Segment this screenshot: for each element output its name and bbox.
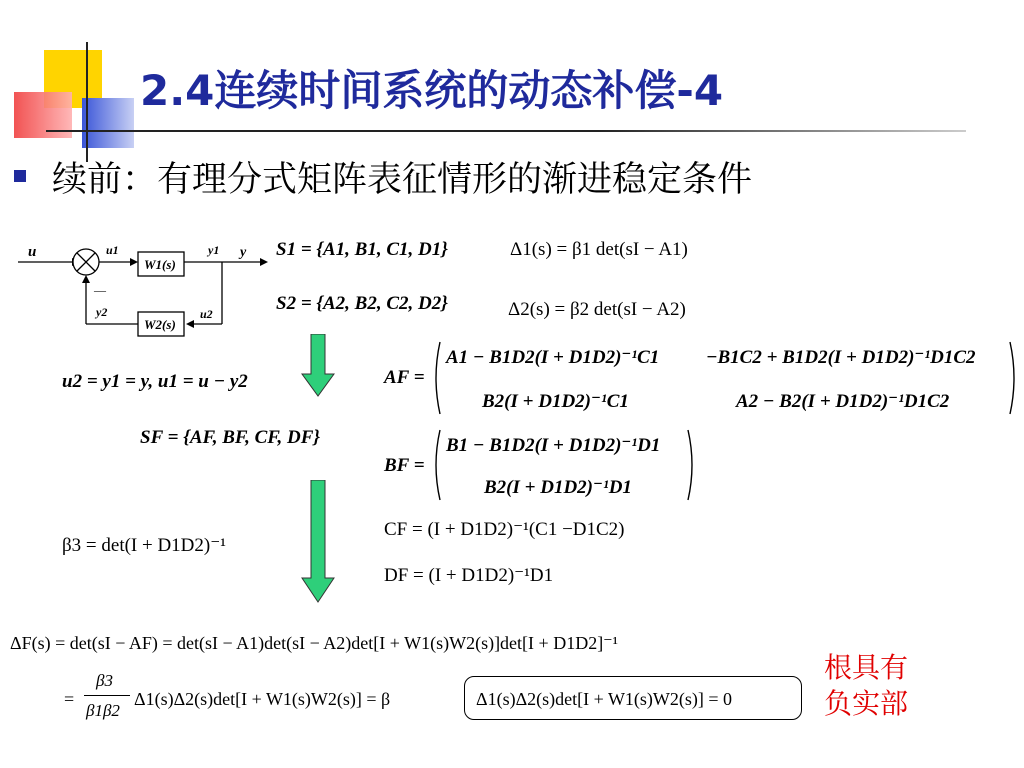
eq-df: DF = (I + D1D2)⁻¹D1 [384, 565, 554, 586]
eq-deltaf-equals: = [64, 689, 75, 709]
page-title: 2.4连续时间系统的动态补偿-4 [140, 66, 724, 115]
deco-blue-block [82, 98, 134, 148]
bf-left-paren [430, 428, 442, 502]
eq-deltaf-boxed: Δ1(s)Δ2(s)det[I + W1(s)W2(s)] = 0 [476, 689, 733, 709]
diagram-input-label: u [28, 244, 37, 260]
bf-right-paren [686, 428, 698, 502]
down-arrow-icon [300, 480, 336, 604]
diagram-w2-label: W2(s) [144, 317, 176, 332]
eq-deltaf-line1: ΔF(s) = det(sI − AF) = det(sI − A1)det(sI − A2)det[I + W1(s)W2(s)]det[I + D1D2]⁻¹ [10, 633, 619, 653]
note-line-1: 根具有 [824, 651, 909, 684]
diagram-output-label: y [240, 245, 247, 260]
eq-s2: S2 = {A2, B2, C2, D2} [276, 293, 448, 314]
deco-vertical-line [86, 42, 88, 162]
deco-horizontal-line [46, 130, 966, 132]
eq-s1: S1 = {A1, B1, C1, D1} [276, 239, 448, 260]
note-line-2: 负实部 [824, 687, 909, 721]
eq-bf-2: B2(I + D1D2)⁻¹D1 [484, 477, 632, 498]
af-right-paren [1008, 340, 1020, 416]
eq-sf: SF = {AF, BF, CF, DF} [140, 427, 321, 448]
eq-deltaf-frac-num: β3 [96, 671, 113, 690]
eq-af-11: A1 − B1D2(I + D1D2)⁻¹C1 [446, 347, 660, 368]
eq-deltaf-frac-den: β1β2 [86, 701, 120, 720]
note-text [824, 650, 908, 723]
eq-beta3: β3 = det(I + D1D2)⁻¹ [62, 535, 226, 556]
diagram-y2-label: y2 [96, 305, 108, 319]
eq-delta1: Δ1(s) = β1 det(sI − A1) [510, 239, 688, 260]
diagram-minus-sign: — [94, 283, 106, 297]
diagram-u1-label: u1 [106, 243, 119, 257]
down-arrow-icon [300, 334, 336, 398]
subtitle-text: 续前：有理分式矩阵表征情形的渐进稳定条件 [52, 160, 753, 200]
af-left-paren [430, 340, 442, 416]
eq-bf-lhs: BF = [384, 455, 425, 476]
eq-delta2: Δ2(s) = β2 det(sI − A2) [508, 299, 686, 320]
fraction-bar [84, 695, 130, 696]
eq-af-lhs: AF = [384, 367, 425, 388]
eq-coupling: u2 = y1 = y, u1 = u − y2 [62, 371, 248, 392]
diagram-w1-label: W1(s) [144, 257, 176, 272]
eq-af-12: −B1C2 + B1D2(I + D1D2)⁻¹D1C2 [706, 347, 976, 368]
diagram-y1-label: y1 [208, 243, 220, 257]
eq-deltaf-line2: Δ1(s)Δ2(s)det[I + W1(s)W2(s)] = β [134, 689, 391, 709]
block-diagram [14, 232, 270, 344]
bullet-square-icon [14, 170, 26, 182]
eq-af-21: B2(I + D1D2)⁻¹C1 [482, 391, 629, 412]
eq-cf: CF = (I + D1D2)⁻¹(C1 −D1C2) [384, 519, 625, 540]
eq-bf-1: B1 − B1D2(I + D1D2)⁻¹D1 [446, 435, 661, 456]
diagram-u2-label: u2 [200, 307, 213, 321]
eq-af-22: A2 − B2(I + D1D2)⁻¹D1C2 [736, 391, 950, 412]
